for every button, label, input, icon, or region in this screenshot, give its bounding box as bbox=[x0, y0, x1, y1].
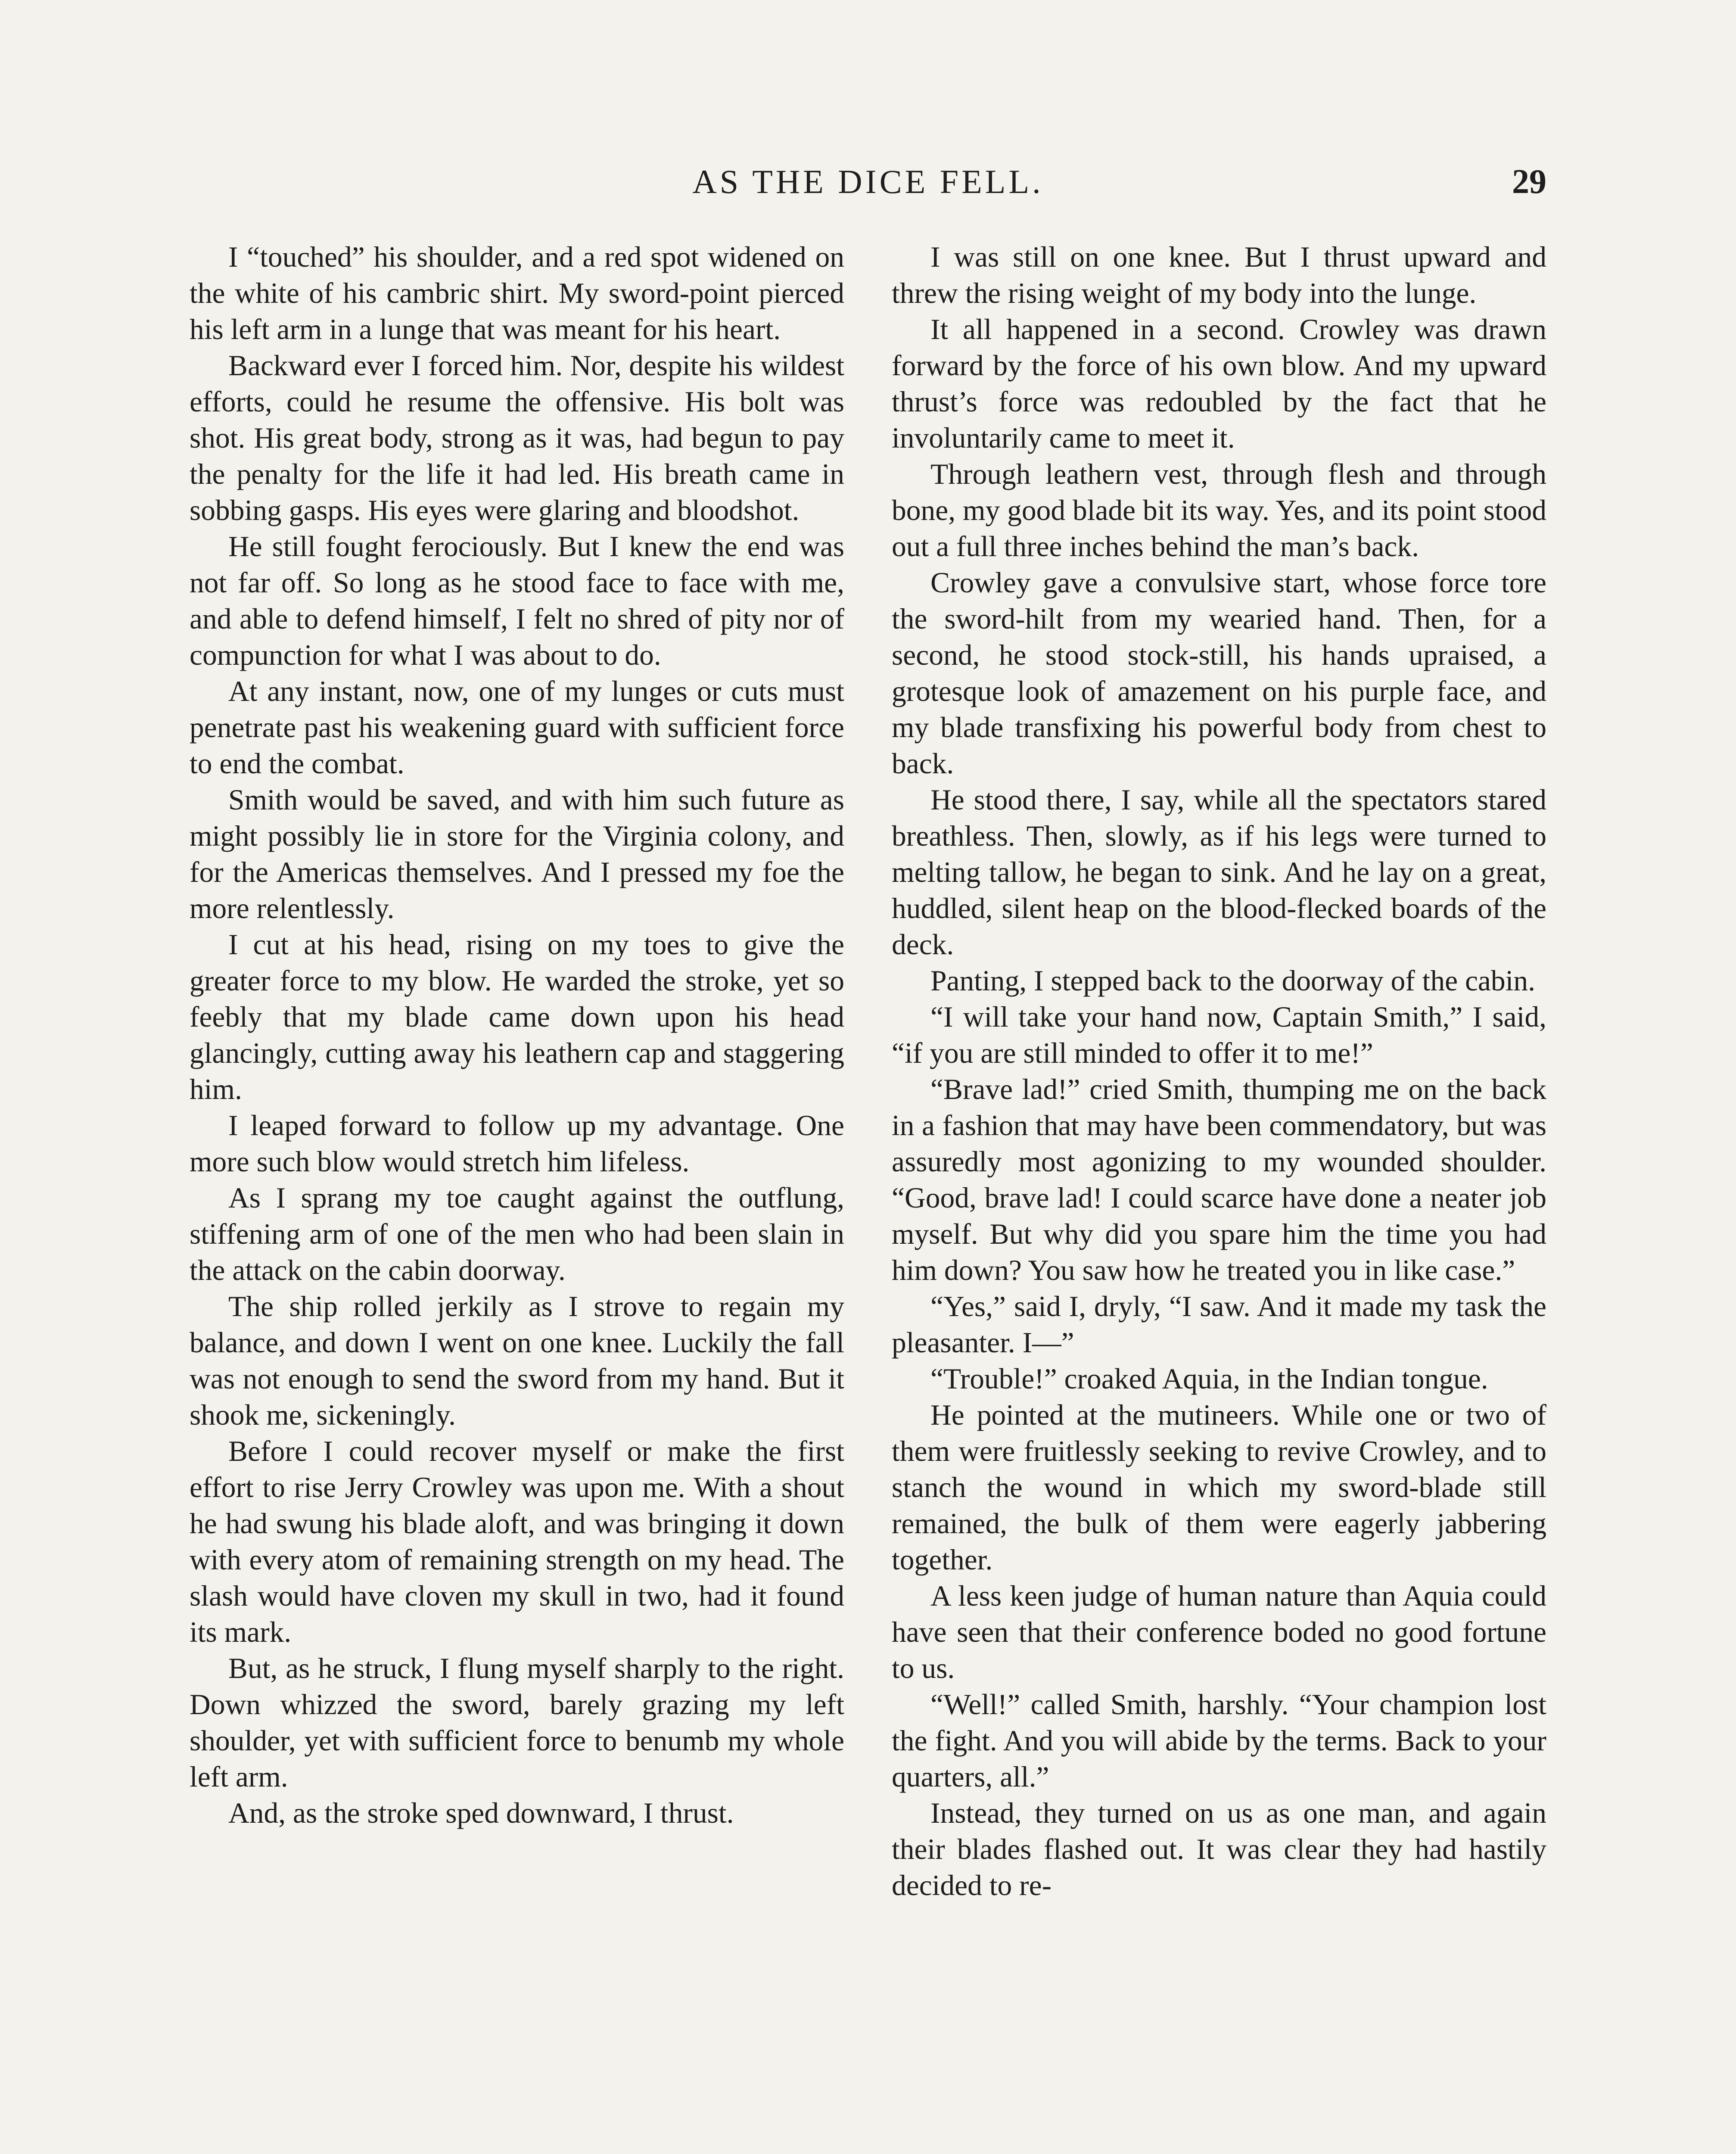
paragraph: Instead, they turned on us as one man, and again their blades flashed out. It was clear they had hastily decided to re- bbox=[892, 1797, 1546, 1902]
paragraph: And, as the stroke sped downward, I thrust. bbox=[228, 1797, 734, 1829]
paragraph: Through leathern vest, through flesh and through bone, my good blade bit its way. Yes, and its point stood out a full three inches behind the man’s back. bbox=[892, 458, 1546, 563]
page-number: 29 bbox=[1512, 163, 1546, 201]
paragraph: Crowley gave a convulsive start, whose force tore the sword-hilt from my wearied hand. Then, for a second, he stood stock-still, his hands upraised, a grotesque look of amazement on his purple face, and my blade transfixing his powerful body from chest to back. bbox=[892, 567, 1546, 780]
left-column bbox=[190, 239, 844, 1831]
paragraph: As I sprang my toe caught against the outflung, stiffening arm of one of the men who had been slain in the attack on the cabin doorway. bbox=[190, 1182, 844, 1286]
paragraph: Before I could recover myself or make the first effort to rise Jerry Crowley was upon me. With a shout he had swung his blade aloft, and was bringing it down with every atom of remaining strength on my head. The slash would have cloven my skull in two, had it found its mark. bbox=[190, 1435, 844, 1648]
paragraph: At any instant, now, one of my lunges or cuts must penetrate past his weakening guard with sufficient force to end the combat. bbox=[190, 675, 844, 780]
paragraph: It all happened in a second. Crowley was drawn forward by the force of his own blow. And my upward thrust’s force was redoubled by the fact that he involuntarily came to meet it. bbox=[892, 313, 1546, 454]
paragraph: A less keen judge of human nature than Aquia could have seen that their conference boded no good fortune to us. bbox=[892, 1580, 1546, 1684]
paragraph: I was still on one knee. But I thrust upward and threw the rising weight of my body into the lunge. bbox=[892, 241, 1546, 309]
paragraph: I cut at his head, rising on my toes to give the greater force to my blow. He warded the stroke, yet so feebly that my blade came down upon his head glancingly, cutting away his leathern cap and staggering him. bbox=[190, 928, 844, 1105]
paragraph: Backward ever I forced him. Nor, despite his wildest efforts, could he resume the offensive. His bolt was shot. His great body, strong as it was, had begun to pay the penalty for the life it had led. His breath came in sobbing gasps. His eyes were glaring and bloodshot. bbox=[190, 349, 844, 526]
paragraph: He pointed at the mutineers. While one or two of them were fruitlessly seeking to revive Crowley, and to stanch the wound in which my sword-blade still remained, the bulk of them were eagerly jabbering together. bbox=[892, 1399, 1546, 1576]
paragraph: “Trouble!” croaked Aquia, in the Indian tongue. bbox=[930, 1363, 1488, 1395]
paragraph: “Yes,” said I, dryly, “I saw. And it made my task the pleasanter. I—” bbox=[892, 1290, 1546, 1359]
paragraph: “I will take your hand now, Captain Smith,” I said, “if you are still minded to offer it to me!” bbox=[892, 1001, 1546, 1069]
paragraph: “Brave lad!” cried Smith, thumping me on the back in a fashion that may have been commendatory, but was assuredly most agonizing to my wounded shoulder. “Good, brave lad! I could scarce have done a neater job myself. But why did you spare him the time you had him down? You saw how he treated you in like case.” bbox=[892, 1073, 1546, 1286]
paragraph: He stood there, I say, while all the spectators stared breathless. Then, slowly, as if his legs were turned to melting tallow, he began to sink. And he lay on a great, huddled, silent heap on the blood-flecked boards of the deck. bbox=[892, 784, 1546, 961]
paragraph: I “touched” his shoulder, and a red spot widened on the white of his cambric shirt. My sword-point pierced his left arm in a lunge that was meant for his heart. bbox=[190, 241, 844, 346]
paragraph: But, as he struck, I flung myself sharply to the right. Down whizzed the sword, barely grazing my left shoulder, yet with sufficient force to benumb my whole left arm. bbox=[190, 1652, 844, 1793]
paragraph: The ship rolled jerkily as I strove to regain my balance, and down I went on one knee. Luckily the fall was not enough to send the sword from my hand. But it shook me, sickeningly. bbox=[190, 1290, 844, 1431]
page-header bbox=[190, 160, 1546, 212]
paragraph: Panting, I stepped back to the doorway of the cabin. bbox=[930, 965, 1535, 997]
paragraph: He still fought ferociously. But I knew the end was not far off. So long as he stood face to face with me, and able to defend himself, I felt no shred of pity nor of compunction for what I was about to do. bbox=[190, 530, 844, 671]
paragraph: I leaped forward to follow up my advantage. One more such blow would stretch him lifeless. bbox=[190, 1109, 844, 1178]
paragraph: “Well!” called Smith, harshly. “Your champion lost the fight. And you will abide by the terms. Back to your quarters, all.” bbox=[892, 1688, 1546, 1793]
paragraph: Smith would be saved, and with him such future as might possibly lie in store for the Virginia colony, and for the Americas themselves. And I pressed my foe the more relentlessly. bbox=[190, 784, 844, 924]
running-title: AS THE DICE FELL. bbox=[692, 163, 1044, 200]
right-column bbox=[892, 239, 1546, 1904]
